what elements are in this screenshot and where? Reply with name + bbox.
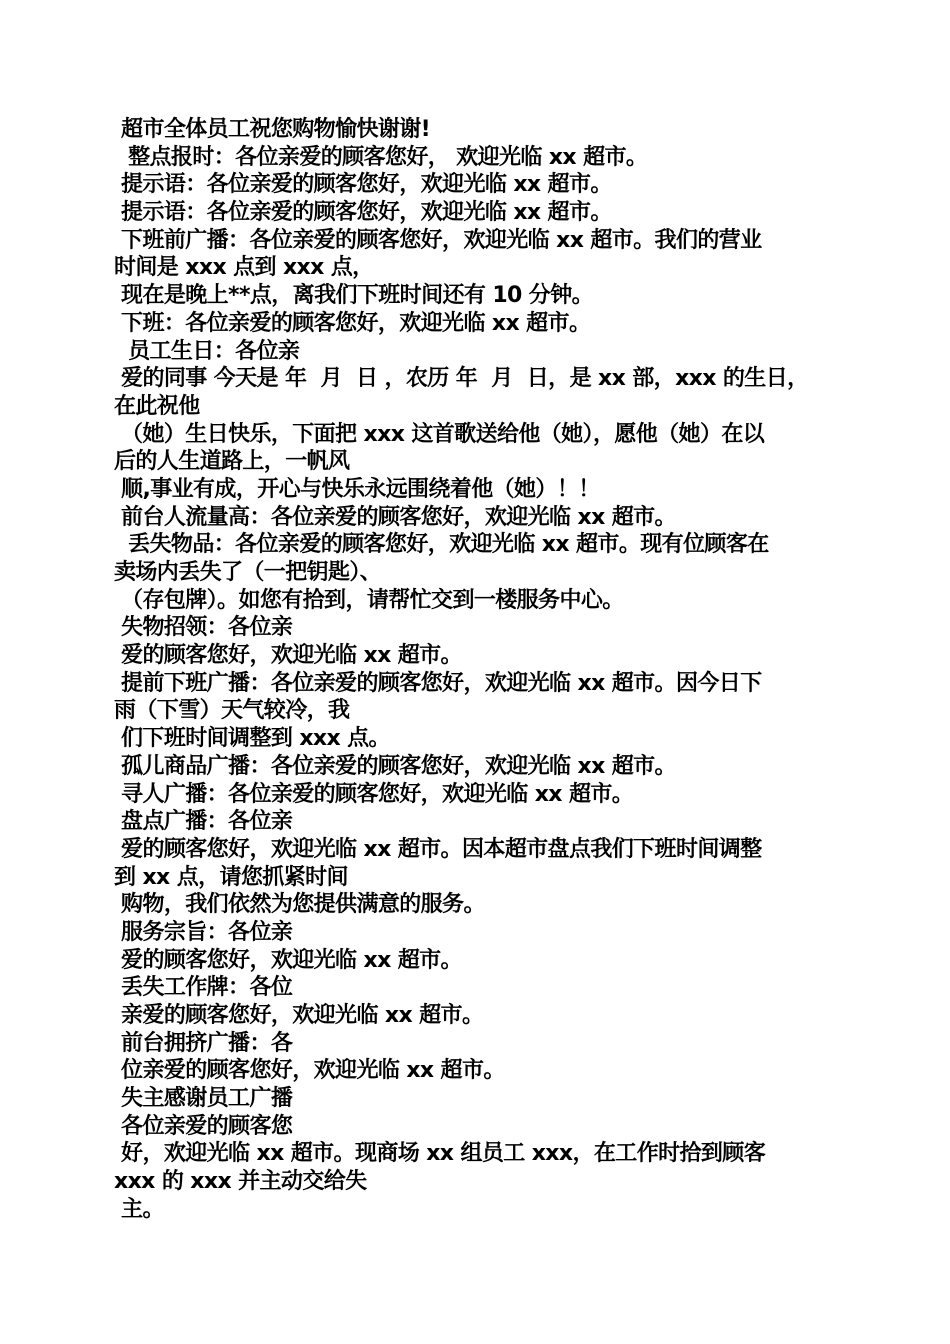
text-line: 爱的顾客您好，欢迎光临 xx 超市。 bbox=[114, 947, 462, 973]
text-line: 时间是 xxx 点到 xxx 点， bbox=[114, 255, 374, 281]
text-line: 服务宗旨：各位亲 bbox=[114, 919, 293, 945]
text-line: 提示语：各位亲爱的顾客您好，欢迎光临 xx 超市。 bbox=[114, 200, 612, 226]
text-line: 员工生日：各位亲 bbox=[114, 338, 300, 364]
text-line: xxx 的 xxx 并主动交给失 bbox=[114, 1169, 367, 1195]
text-line: 到 xx 点，请您抓紧时间 bbox=[114, 864, 348, 890]
text-line: 下班：各位亲爱的顾客您好，欢迎光临 xx 超市。 bbox=[114, 310, 591, 336]
text-line: 盘点广播：各位亲 bbox=[114, 809, 293, 835]
text-line: 寻人广播：各位亲爱的顾客您好，欢迎光临 xx 超市。 bbox=[114, 781, 634, 807]
text-line: 好，欢迎光临 xx 超市。现商场 xx 组员工 xxx，在工作时拾到顾客 bbox=[114, 1141, 766, 1167]
text-line: 现在是晚上**点，离我们下班时间还有 10 分钟。 bbox=[114, 283, 594, 309]
text-line: 顺,事业有成，开心与快乐永远围绕着他（她）！！ bbox=[114, 476, 600, 502]
text-line: 爱的同事 今天是 年 月 日 ，农历 年 月 日，是 xx 部，xxx 的生日， bbox=[114, 366, 809, 392]
text-line: 们下班时间调整到 xxx 点。 bbox=[114, 726, 390, 752]
text-line: 各位亲爱的顾客您 bbox=[114, 1113, 293, 1139]
text-line: 孤儿商品广播：各位亲爱的顾客您好，欢迎光临 xx 超市。 bbox=[114, 753, 676, 779]
text-line: 提示语：各位亲爱的顾客您好，欢迎光临 xx 超市。 bbox=[114, 172, 612, 198]
text-line: 在此祝他 bbox=[114, 393, 200, 419]
text-line: 失物招领：各位亲 bbox=[114, 615, 293, 641]
text-line: 主。 bbox=[114, 1196, 164, 1222]
text-line: 前台拥挤广播：各 bbox=[114, 1030, 293, 1056]
document-body bbox=[114, 116, 854, 1224]
text-line: 前台人流量高：各位亲爱的顾客您好，欢迎光临 xx 超市。 bbox=[114, 504, 676, 530]
text-line: （她）生日快乐，下面把 xxx 这首歌送给他（她），愿他（她）在以 bbox=[114, 421, 765, 447]
text-line: 雨（下雪）天气较冷，我 bbox=[114, 698, 350, 724]
text-line: 超市全体员工祝您购物愉快谢谢! bbox=[114, 117, 431, 142]
text-line: 失主感谢员工广播 bbox=[114, 1086, 293, 1112]
text-line: 爱的顾客您好，欢迎光临 xx 超市。因本超市盘点我们下班时间调整 bbox=[114, 836, 762, 862]
text-line: 位亲爱的顾客您好，欢迎光临 xx 超市。 bbox=[114, 1058, 505, 1084]
text-line: 整点报时：各位亲爱的顾客您好， 欢迎光临 xx 超市。 bbox=[114, 144, 648, 170]
text-line: 提前下班广播：各位亲爱的顾客您好，欢迎光临 xx 超市。因今日下 bbox=[114, 670, 762, 696]
text-line: 丢失物品：各位亲爱的顾客您好，欢迎光临 xx 超市。现有位顾客在 bbox=[114, 532, 769, 558]
text-line: 下班前广播：各位亲爱的顾客您好，欢迎光临 xx 超市。我们的营业 bbox=[114, 227, 762, 253]
text-line: 后的人生道路上，一帆风 bbox=[114, 449, 350, 475]
text-line: 亲爱的顾客您好，欢迎光临 xx 超市。 bbox=[114, 1003, 484, 1028]
text-line: 爱的顾客您好，欢迎光临 xx 超市。 bbox=[114, 643, 462, 669]
text-line: 购物，我们依然为您提供满意的服务。 bbox=[114, 892, 485, 918]
text-line: 丢失工作牌：各位 bbox=[114, 975, 293, 1001]
text-line: 卖场内丢失了（一把钥匙）、 bbox=[114, 560, 382, 585]
text-line: （存包牌）。如您有拾到，请帮忙交到一楼服务中心。 bbox=[114, 587, 624, 613]
